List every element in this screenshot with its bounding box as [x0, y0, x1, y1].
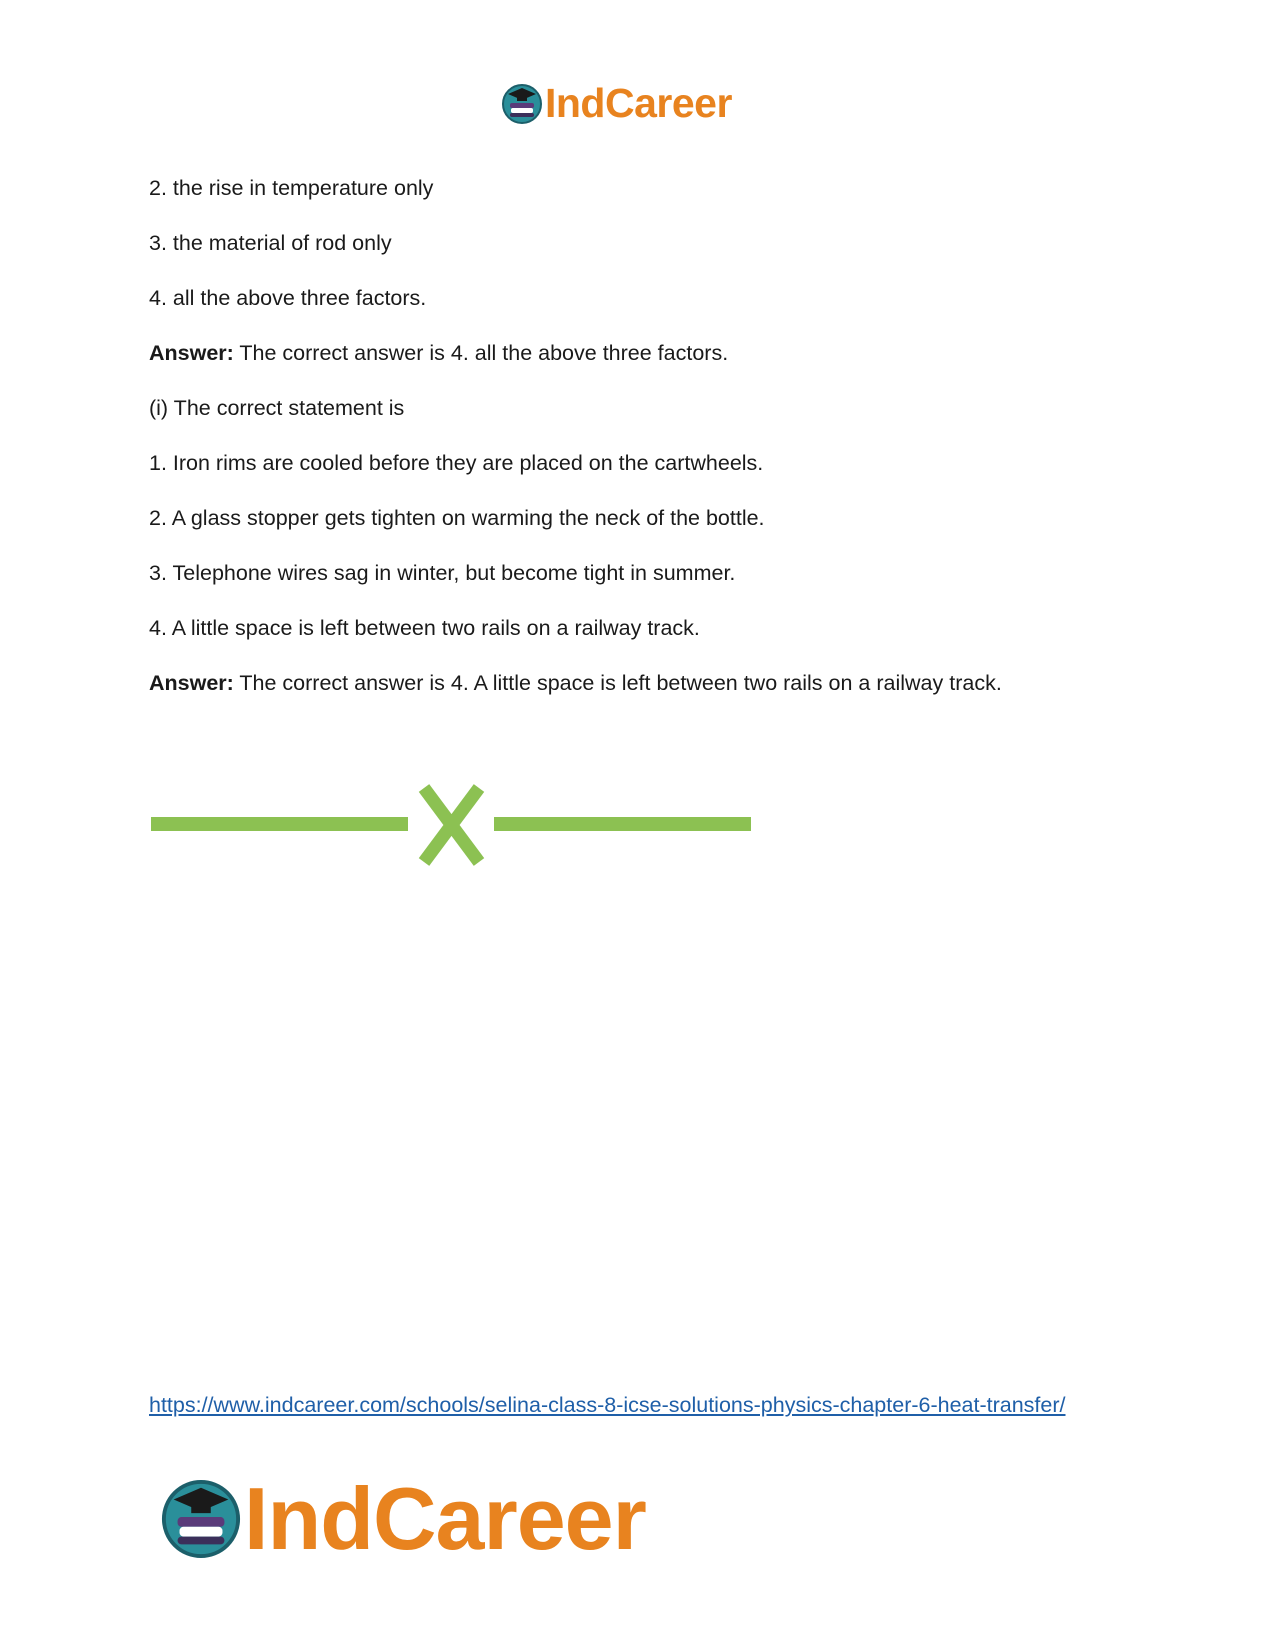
answer-line: Answer: The correct answer is 4. all the above three factors.	[149, 341, 729, 365]
option-line: 2. the rise in temperature only	[149, 176, 434, 200]
brand-name: IndCareer	[545, 80, 732, 126]
answer-label: Answer:	[149, 341, 234, 365]
option-line: 2. A glass stopper gets tighten on warming the neck of the bottle.	[149, 506, 765, 530]
x-divider-icon	[151, 778, 751, 878]
header-logo	[501, 80, 732, 127]
answer-label: Answer:	[149, 671, 234, 695]
brand-name: IndCareer	[244, 1469, 646, 1568]
option-line: 3. the material of rod only	[149, 231, 392, 255]
option-line: 1. Iron rims are cooled before they are placed on the cartwheels.	[149, 451, 764, 475]
option-line: 4. all the above three factors.	[149, 286, 427, 310]
source-url-link[interactable]: https://www.indcareer.com/schools/selina-class-8-icse-solutions-physics-chapter-6-heat-transfer/	[149, 1393, 1066, 1417]
option-line: 4. A little space is left between two rails on a railway track.	[149, 616, 700, 640]
footer-logo	[160, 1468, 646, 1570]
books-globe-icon	[501, 83, 543, 125]
books-globe-icon	[160, 1478, 242, 1560]
answer-line: Answer: The correct answer is 4. A little space is left between two rails on a railway track.	[149, 671, 1002, 695]
option-line: 3. Telephone wires sag in winter, but become tight in summer.	[149, 561, 736, 585]
question-line: (i) The correct statement is	[149, 396, 405, 420]
